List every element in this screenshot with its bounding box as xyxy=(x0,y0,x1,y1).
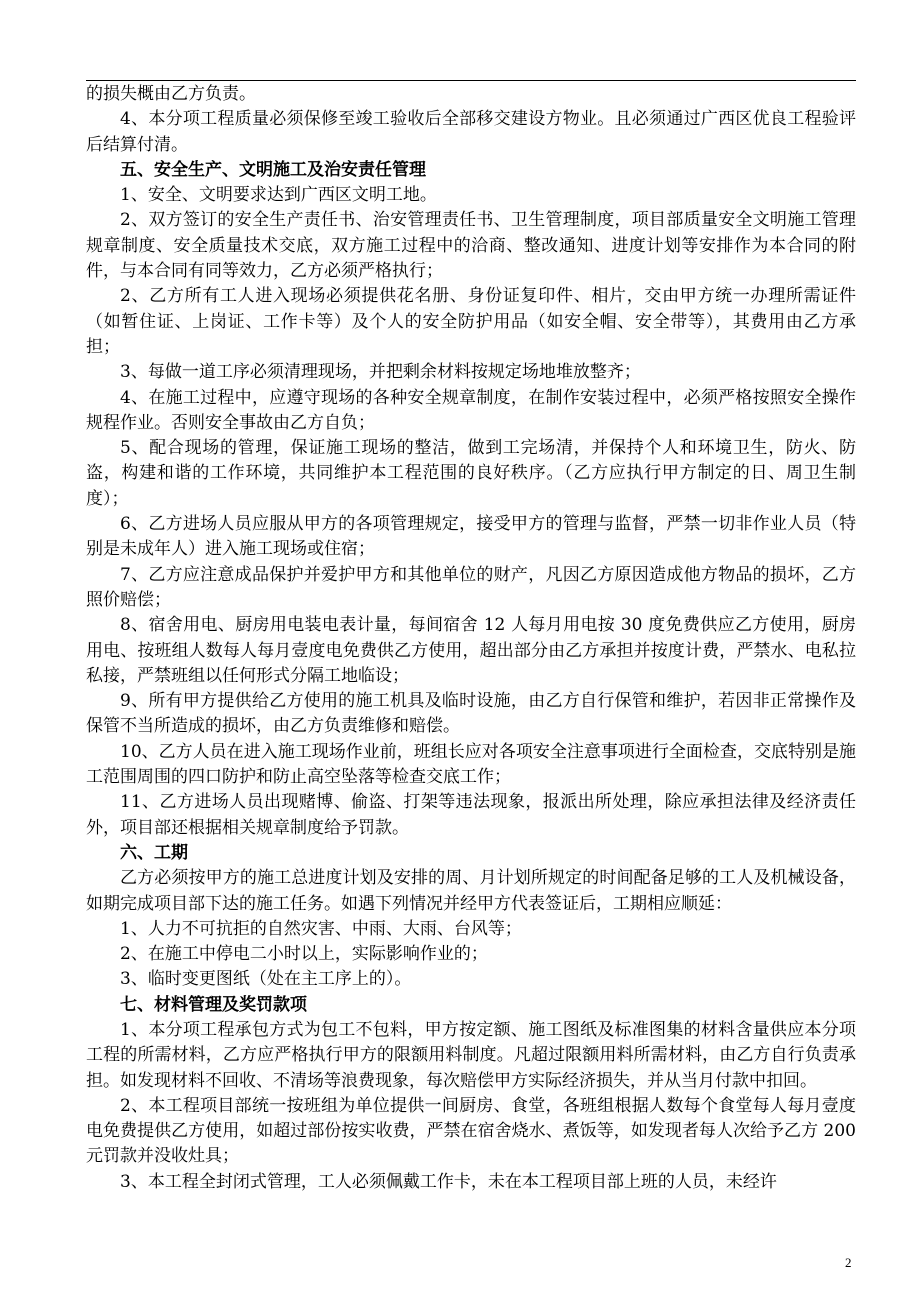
page-number: 2 xyxy=(845,1255,852,1270)
paragraph: 1、人力不可抗拒的自然灾害、中雨、大雨、台风等； xyxy=(120,918,522,939)
paragraph: 11、乙方进场人员出现赌博、偷盗、打架等违法现象，报派出所处理，除应承担法律及经济责任外，项目部还根据相关规章制度给予罚款。 xyxy=(86,792,856,838)
paragraph: 乙方必须按甲方的施工总进度计划及安排的周、月计划所规定的时间配备足够的工人及机械设备，如期完成项目部下达的施工任务。如遇下列情况并经甲方代表签证后，工期相应顺延： xyxy=(86,868,856,914)
paragraph: 10、乙方人员在进入施工现场作业前，班组长应对各项安全注意事项进行全面检查，交底特别是施工范围周围的四口防护和防止高空坠落等检查交底工作； xyxy=(86,741,856,788)
paragraph: 4、在施工过程中，应遵守现场的各种安全规章制度，在制作安装过程中，必须严格按照安全操作规程作业。否则安全事故由乙方自负； xyxy=(86,387,856,433)
paragraph: 2、双方签订的安全生产责任书、治安管理责任书、卫生管理制度，项目部质量安全文明施工管理规章制度、安全质量技术交底，双方施工过程中的洽商、整改通知、进度计划等安排作为本合同的附件，与本合同有同等效力，乙方必须严格执行； xyxy=(86,210,856,282)
paragraph: 2、在施工中停电二小时以上，实际影响作业的； xyxy=(120,944,488,965)
document-body xyxy=(86,82,856,1195)
paragraph: 3、每做一道工序必须清理现场，并把剩余材料按规定场地堆放整齐； xyxy=(120,362,641,383)
paragraph: 8、宿舍用电、厨房用电装电表计量，每间宿舍 12 人每月用电按 30 度免费供应乙方使用，厨房用电、按班组人数每人每月壹度电免费供乙方使用，超出部分由乙方承担并按度计费，严禁水、电私拉私接，严禁班组以任何形式分隔工地临设； xyxy=(86,615,856,686)
paragraph: 4、本分项工程质量必须保修至竣工验收后全部移交建设方物业。且必须通过广西区优良工程验评后结算付清。 xyxy=(86,109,856,155)
paragraph: 2、本工程项目部统一按班组为单位提供一间厨房、食堂，各班组根据人数每个食堂每人每月壹度电免费提供乙方使用，如超过部份按实收费，严禁在宿舍烧水、煮饭等，如发现者每人次给予乙方 200 元罚款并没收灶具； xyxy=(86,1095,856,1167)
paragraph: 9、所有甲方提供给乙方使用的施工机具及临时设施，由乙方自行保管和维护，若因非正常操作及保管不当所造成的损坏，由乙方负责维修和赔偿。 xyxy=(86,691,856,737)
header-rule xyxy=(86,80,856,81)
section-heading: 七、材料管理及奖罚款项 xyxy=(120,994,307,1015)
paragraph: 3、本工程全封闭式管理，工人必须佩戴工作卡，未在本工程项目部上班的人员，未经许 xyxy=(120,1171,777,1192)
paragraph: 1、安全、文明要求达到广西区文明工地。 xyxy=(120,185,437,206)
section-heading: 五、安全生产、文明施工及治安责任管理 xyxy=(120,159,426,180)
paragraph: 2、乙方所有工人进入现场必须提供花名册、身份证复印件、相片，交由甲方统一办理所需证件（如暂住证、上岗证、工作卡等）及个人的安全防护用品（如安全帽、安全带等），其费用由乙方承担； xyxy=(86,286,856,357)
paragraph: 5、配合现场的管理，保证施工现场的整洁，做到工完场清，并保持个人和环境卫生，防火、防盗，构建和谐的工作环境，共同维护本工程范围的良好秩序。（乙方应执行甲方制定的日、周卫生制度）； xyxy=(86,438,856,509)
paragraph: 7、乙方应注意成品保护并爱护甲方和其他单位的财产，凡因乙方原因造成他方物品的损坏，乙方照价赔偿； xyxy=(86,564,856,610)
paragraph: 3、临时变更图纸（处在主工序上的）。 xyxy=(120,969,412,990)
paragraph: 的损失概由乙方负责。 xyxy=(86,84,256,104)
section-heading: 六、工期 xyxy=(120,842,188,863)
paragraph: 1、本分项工程承包方式为包工不包料，甲方按定额、施工图纸及标准图集的材料含量供应本分项工程的所需材料，乙方应严格执行甲方的限额用料制度。凡超过限额用料所需材料，由乙方自行负责承担。如发现材料不回收、不清场等浪费现象，每次赔偿甲方实际经济损失，并从当月付款中扣回。 xyxy=(86,1019,856,1091)
paragraph: 6、乙方进场人员应服从甲方的各项管理规定，接受甲方的管理与监督，严禁一切非作业人员（特别是未成年人）进入施工现场或住宿； xyxy=(86,514,856,560)
